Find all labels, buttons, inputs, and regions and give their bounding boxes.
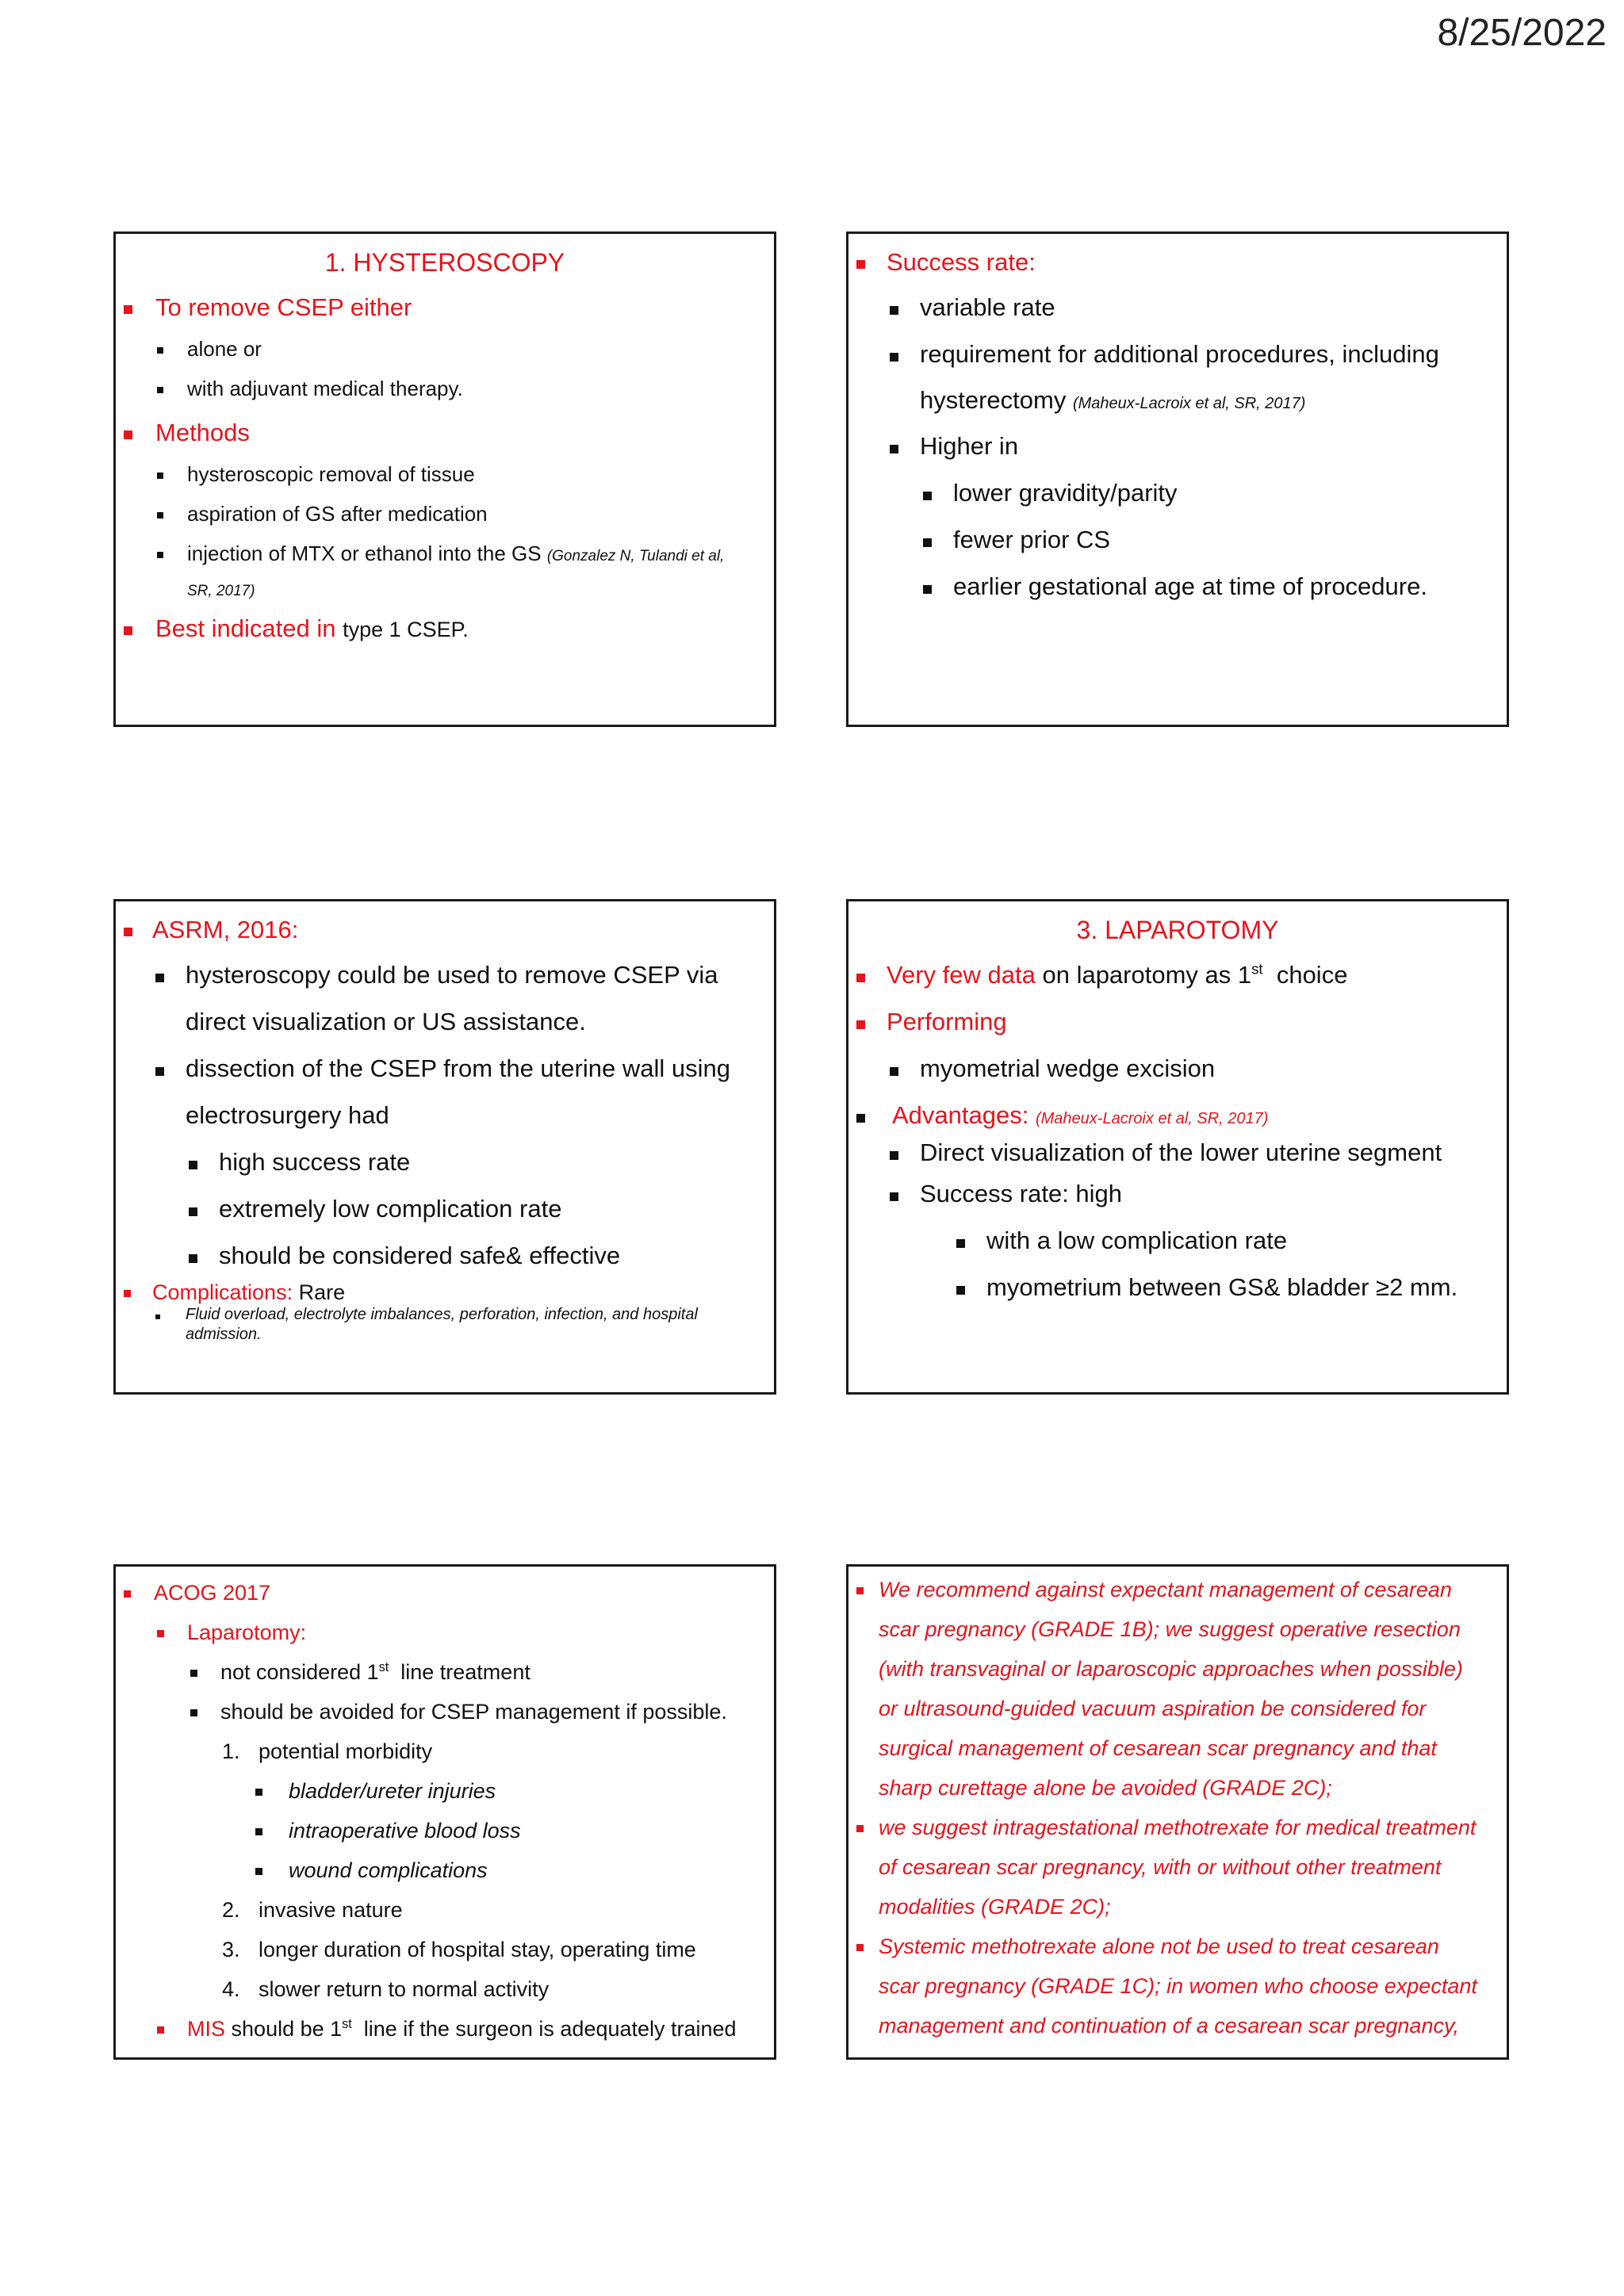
- bullet: [124, 626, 132, 635]
- asrm-point-1-cont: direct visualization or US assistance.: [186, 1008, 586, 1035]
- bullet: [890, 1192, 898, 1201]
- potential-morbidity: potential morbidity: [259, 1739, 433, 1763]
- higher-in: Higher in: [920, 432, 1019, 460]
- slide-acog: [113, 1564, 776, 2060]
- remove-heading: To remove CSEP either: [155, 293, 412, 321]
- bullet: [956, 1286, 965, 1295]
- asrm-point-1: hysteroscopy could be used to remove CSEP via: [186, 961, 718, 989]
- not-considered-end: line treatment: [400, 1660, 530, 1684]
- bullet: [155, 1067, 164, 1076]
- advantages-heading: Advantages:: [892, 1101, 1029, 1129]
- slide-laparotomy: [846, 899, 1509, 1395]
- bullet: [155, 974, 164, 982]
- few-data-end: choice: [1276, 961, 1348, 989]
- slide-title: 1. HYSTEROSCOPY: [324, 248, 565, 277]
- sub-success: high success rate: [219, 1148, 411, 1176]
- should-be-avoided: should be avoided for CSEP management if possible.: [220, 1700, 727, 1724]
- bullet: [189, 1254, 197, 1263]
- few-data-sup: st: [1251, 960, 1263, 978]
- complications-detail: Fluid overload, electrolyte imbalances, perforation, infection, and hospital: [186, 1306, 698, 1323]
- rec-line-11: scar pregnancy (GRADE 1C); in women who choose expectant: [879, 1974, 1477, 1998]
- slide-recommendations: [846, 1564, 1509, 2060]
- success-heading: Success rate:: [887, 248, 1036, 276]
- variable-rate: variable rate: [920, 293, 1055, 321]
- rec-line-5: surgical management of cesarean scar pregnancy and that: [879, 1736, 1437, 1760]
- item-alone: alone or: [187, 337, 262, 361]
- rec-line-4: or ultrasound-guided vacuum aspiration be considered for: [879, 1697, 1427, 1720]
- higher-1: lower gravidity/parity: [953, 479, 1178, 507]
- bullet: [189, 1207, 197, 1216]
- bullet: [189, 1161, 197, 1169]
- rec-line-1: We recommend against expectant management of cesarean: [879, 1578, 1452, 1601]
- bullet: [255, 1828, 262, 1835]
- bullet: [856, 1944, 864, 1951]
- method-1: hysteroscopic removal of tissue: [187, 462, 475, 486]
- complications-detail-cont: admission.: [186, 1326, 262, 1343]
- advantages-ref: (Maheux-Lacroix et al, SR, 2017): [1035, 1110, 1269, 1127]
- bullet: [255, 1868, 262, 1875]
- bullet: [155, 1314, 160, 1319]
- not-considered-sup: st: [378, 1660, 389, 1674]
- requirement-line: requirement for additional procedures, including: [920, 340, 1439, 368]
- sub-complication: extremely low complication rate: [219, 1195, 562, 1223]
- slide-success-rate: [846, 232, 1509, 727]
- num-2: 2.: [222, 1898, 240, 1922]
- bullet: [157, 387, 163, 393]
- num-4: 4.: [222, 1977, 240, 2001]
- method-3: injection of MTX or ethanol into the GS: [187, 541, 542, 565]
- asrm-point-2: dissection of the CSEP from the uterine wall using: [186, 1054, 730, 1082]
- direct-visualization: Direct visualization of the lower uterine segment: [920, 1138, 1442, 1166]
- mis-text: should be 1: [231, 2017, 343, 2041]
- asrm-heading: ASRM, 2016:: [152, 916, 299, 943]
- bullet: [157, 473, 163, 479]
- bullet: [923, 492, 932, 500]
- bullet: [255, 1789, 262, 1796]
- low-complication: with a low complication rate: [986, 1226, 1288, 1254]
- method-3-ref: (Gonzalez N, Tulandi et al,: [546, 548, 725, 564]
- success-high: Success rate: high: [920, 1180, 1123, 1207]
- bullet: [124, 1590, 131, 1598]
- bullet: [190, 1709, 197, 1716]
- bullet: [157, 1630, 164, 1637]
- bullet: [856, 260, 865, 269]
- bullet: [157, 512, 163, 519]
- slide-title: 3. LAPAROTOMY: [1076, 916, 1279, 944]
- bullet: [190, 1670, 197, 1677]
- item-adjuvant: with adjuvant medical therapy.: [187, 377, 463, 400]
- bullet: [856, 974, 865, 982]
- injury-2: intraoperative blood loss: [289, 1819, 521, 1843]
- bullet: [923, 585, 932, 594]
- rec-line-12: management and continuation of a cesarean scar pregnancy,: [879, 2014, 1459, 2038]
- bullet: [856, 1114, 865, 1123]
- acog-heading: ACOG 2017: [154, 1581, 271, 1605]
- rec-line-10: Systemic methotrexate alone not be used to treat cesarean: [879, 1934, 1439, 1958]
- laparotomy-heading: Laparotomy:: [187, 1621, 307, 1644]
- page-date: 8/25/2022: [1437, 12, 1607, 54]
- mis-sup: st: [342, 2017, 352, 2031]
- rec-line-6: sharp curettage alone be avoided (GRADE 2C);: [879, 1776, 1332, 1800]
- bullet: [890, 353, 898, 362]
- higher-3: earlier gestational age at time of procedure.: [953, 572, 1427, 600]
- mis-end: line if the surgeon is adequately trained: [363, 2017, 737, 2041]
- bullet: [956, 1239, 965, 1248]
- asrm-point-2-cont: electrosurgery had: [186, 1101, 389, 1129]
- bullet: [157, 2026, 164, 2034]
- bullet: [124, 928, 132, 936]
- not-considered: not considered 1: [220, 1660, 379, 1684]
- method-2: aspiration of GS after medication: [187, 502, 488, 526]
- wedge-excision: myometrial wedge excision: [920, 1054, 1216, 1082]
- injury-3: wound complications: [289, 1858, 488, 1882]
- bullet: [157, 347, 163, 354]
- bullet: [923, 538, 932, 547]
- bullet: [124, 305, 132, 314]
- few-data-label: Very few data: [887, 961, 1036, 989]
- rec-line-8: of cesarean scar pregnancy, with or without other treatment: [879, 1855, 1442, 1879]
- num-3: 3.: [222, 1938, 240, 1961]
- sub-safe: should be considered safe& effective: [219, 1242, 621, 1269]
- bullet: [856, 1825, 864, 1832]
- complications-label: Complications:: [152, 1280, 293, 1304]
- bullet: [890, 445, 898, 453]
- best-indicated-value: type 1 CSEP.: [343, 618, 469, 641]
- complications-value: Rare: [298, 1280, 346, 1304]
- rec-line-7: we suggest intragestational methotrexate for medical treatment: [879, 1816, 1477, 1839]
- method-3-ref-cont: SR, 2017): [187, 583, 255, 599]
- methods-heading: Methods: [155, 419, 250, 446]
- injury-1: bladder/ureter injuries: [289, 1779, 496, 1803]
- mis-label: MIS: [187, 2017, 226, 2041]
- bullet: [124, 430, 132, 439]
- slide-hysteroscopy: [113, 232, 776, 727]
- invasive-nature: invasive nature: [259, 1898, 403, 1922]
- slide-asrm: [113, 899, 776, 1395]
- best-indicated-label: Best indicated in: [155, 614, 336, 642]
- higher-2: fewer prior CS: [953, 526, 1111, 553]
- rec-line-9: modalities (GRADE 2C);: [879, 1895, 1111, 1919]
- bullet: [890, 306, 898, 315]
- longer-duration: longer duration of hospital stay, operating time: [259, 1938, 696, 1961]
- rec-line-3: (with transvaginal or laparoscopic approaches when possible): [879, 1657, 1463, 1681]
- bullet: [856, 1587, 864, 1594]
- myometrium: myometrium between GS& bladder ≥2 mm.: [986, 1273, 1458, 1301]
- requirement-ref: (Maheux-Lacroix et al, SR, 2017): [1072, 395, 1306, 412]
- few-data-text: on laparotomy as 1: [1042, 961, 1252, 989]
- bullet: [124, 1290, 131, 1297]
- rec-line-2: scar pregnancy (GRADE 1B); we suggest operative resection: [879, 1617, 1461, 1641]
- slower-return: slower return to normal activity: [259, 1977, 550, 2001]
- bullet: [856, 1020, 865, 1029]
- bullet: [890, 1151, 898, 1160]
- performing-heading: Performing: [887, 1008, 1007, 1035]
- num-1: 1.: [222, 1739, 240, 1763]
- requirement-cont: hysterectomy: [920, 386, 1067, 414]
- bullet: [890, 1067, 898, 1076]
- bullet: [157, 552, 163, 558]
